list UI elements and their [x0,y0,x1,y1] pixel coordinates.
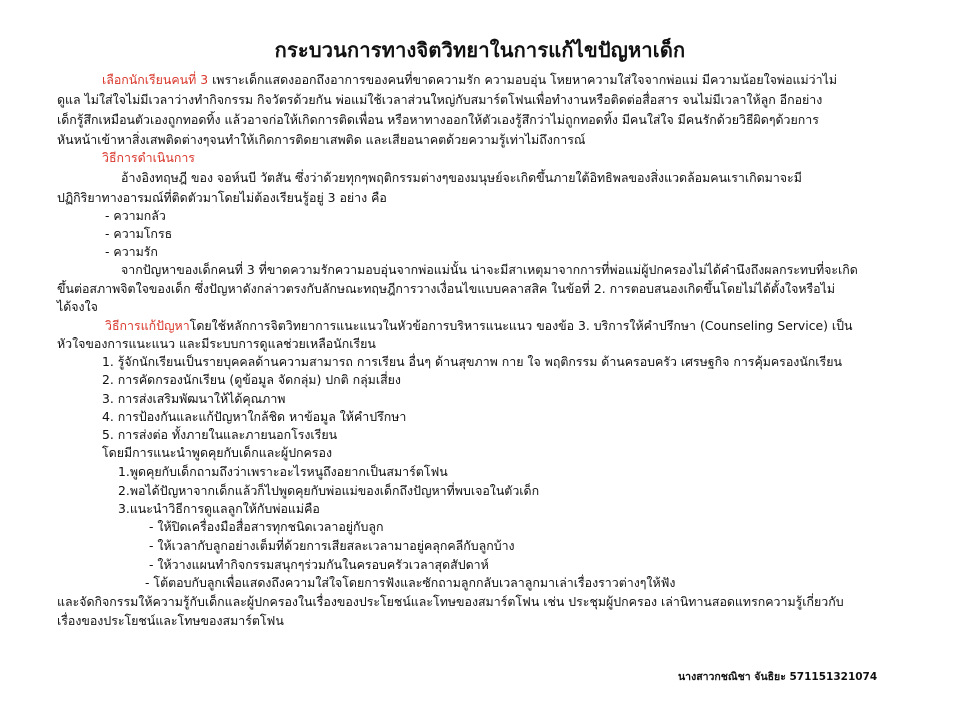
intro-highlight: เลือกนักเรียนคนที่ 3 [102,72,209,87]
author-signature: นางสาวกชณิชา จันธิยะ 571151321074 [678,671,878,683]
solution-heading: วิธีการแก้ปัญหา [105,318,190,333]
emotion-anger: - ความโกรธ [105,226,173,241]
intro-line-4: หันหน้าเข้าหาสิ่งเสพติดต่างๆจนทำให้เกิดการติดยาเสพติด และเสียอนาคตด้วยความรู้เท่าไม่ถึงการณ์ [57,132,586,147]
advice-1: - ให้ปิดเครื่องมือสื่อสารทุกชนิดเวลาอยู่กับลูก [149,519,384,534]
talk-item-2: 2.พอได้ปัญหาจากเด็กแล้วก็ไปพูดคุยกับพ่อแม่ของเด็กถึงปัญหาที่พบเจอในตัวเด็ก [118,483,540,498]
step-5: 5. การส่งต่อ ทั้งภายในและภายนอกโรงเรียน [102,427,338,442]
method-para-3: ได้จงใจ [57,299,98,314]
step-2: 2. การคัดกรองนักเรียน (ดูข้อมูล จัดกลุ่ม) ปกติ กลุ่มเสี่ยง [102,372,401,387]
closing-line-1: และจัดกิจกรรมให้ความรู้กับเด็กและผู้ปกครองในเรื่องของประโยชน์และโทษของสมาร์ตโฟน เช่น ประชุมผู้ปกครอง เล่านิทานสอดแทรกความรู้เกี่ยวกับ [57,594,844,609]
method-para-1: จากปัญหาของเด็กคนที่ 3 ที่ขาดความรักความอบอุ่นจากพ่อแม่นั้น น่าจะมีสาเหตุมาจากการที่พ่อแม่ผู้ปกครองไม่ได้คำนึงถึงผลกระทบที่จะเกิด [121,262,858,277]
intro-line-3: เด็กรู้สึกเหมือนตัวเองถูกทอดทิ้ง แล้วอาจก่อให้เกิดการติดเพื่อน หรือหาทางออกให้ตัวเองรู้สึกว่าไม่ถูกทอดทิ้ง มีคนใส่ใจ มีคนรักด้วยวิธีผิดๆด้วยการ [57,112,819,127]
solution-line-2: หัวใจของการแนะแนว และมีระบบการดูแลช่วยเหลือนักเรียน [57,336,376,351]
talk-item-1: 1.พูดคุยกับเด็กถามถึงว่าเพราะอะไรหนูถึงอยากเป็นสมาร์ตโฟน [118,464,448,479]
emotion-love: - ความรัก [105,244,158,259]
intro-line-2: ดูแล ไม่ใส่ใจไม่มีเวลาว่างทำกิจกรรม กิจวัตรด้วยกัน พ่อแม่ใช้เวลาส่วนใหญ่กับสมาร์ตโฟนเพื่อทำงานหรือติดต่อสื่อสาร จนไม่มีเวลาให้ลูก อีกอย่าง [57,92,823,107]
step-3: 3. การส่งเสริมพัฒนาให้ได้คุณภาพ [102,391,286,406]
advice-3: - ให้วางแผนทำกิจกรรมสนุกๆร่วมกันในครอบครัวเวลาสุดสัปดาห์ [149,557,489,572]
intro-line-1 [102,70,837,90]
step-4: 4. การป้องกันและแก้ปัญหาใกล้ชิด หาข้อมูล ให้คำปรึกษา [102,409,407,424]
method-para-2: ขึ้นต่อสภาพจิตใจของเด็ก ซึ่งปัญหาดังกล่าวตรงกับลักษณะทฤษฎีการวางเงื่อนไขแบบคลาสสิค ในข้อที่ 2. การตอบสนองเกิดขึ้นโดยไม่ได้ตั้งใจหรือไม่ [57,281,836,296]
advice-2: - ให้เวลากับลูกอย่างเต็มที่ด้วยการเสียสละเวลามาอยู่คลุกคลีกับลูกบ้าง [149,538,515,553]
intro-text-1: เพราะเด็กแสดงออกถึงอาการของคนที่ขาดความรัก ความอบอุ่น โหยหาความใส่ใจจากพ่อแม่ มีความน้อยใจพ่อแม่ว่าไม่ [208,72,837,87]
solution-line-1 [105,316,853,336]
advice-4: - โต้ตอบกับลูกเพื่อแสดงถึงความใส่ใจโดยการฟังและซักถามลูกกลับเวลาลูกมาเล่าเรื่องราวต่างๆให้ฟัง [145,575,676,590]
method-line-1: อ้างอิงทฤษฎี ของ จอห์นบี วัตสัน ซึ่งว่าด้วยทุกๆพฤติกรรมต่างๆของมนุษย์จะเกิดขึ้นภายใต้อิทธิพลของสิ่งแวดล้อมคนเราเกิดมาจะมี [121,170,802,185]
solution-text-1: โดยใช้หลักการจิตวิทยาการแนะแนวในหัวข้อการบริหารแนะแนว ของข้อ 3. บริการให้คำปรึกษา (Counseling Service) เป็น [189,318,853,333]
method-heading: วิธีการดำเนินการ [102,150,195,165]
document-title: กระบวนการทางจิตวิทยาในการแก้ไขปัญหาเด็ก [274,38,686,62]
emotion-fear: - ความกลัว [105,208,166,223]
step-1: 1. รู้จักนักเรียนเป็นรายบุคคลด้านความสามารถ การเรียน อื่นๆ ด้านสุขภาพ กาย ใจ พฤติกรรม ด้านครอบครัว เศรษฐกิจ การคุ้มครองนักเรียน [102,354,842,369]
talk-intro: โดยมีการแนะนำพูดคุยกับเด็กและผู้ปกครอง [102,445,332,460]
closing-line-2: เรื่องของประโยชน์และโทษของสมาร์ตโฟน [57,613,284,628]
method-line-2: ปฏิกิริยาทางอารมณ์ที่ติดตัวมาโดยไม่ต้องเรียนรู้อยู่ 3 อย่าง คือ [57,190,387,205]
talk-item-3: 3.แนะนำวิธีการดูแลลูกให้กับพ่อแม่คือ [118,501,320,516]
